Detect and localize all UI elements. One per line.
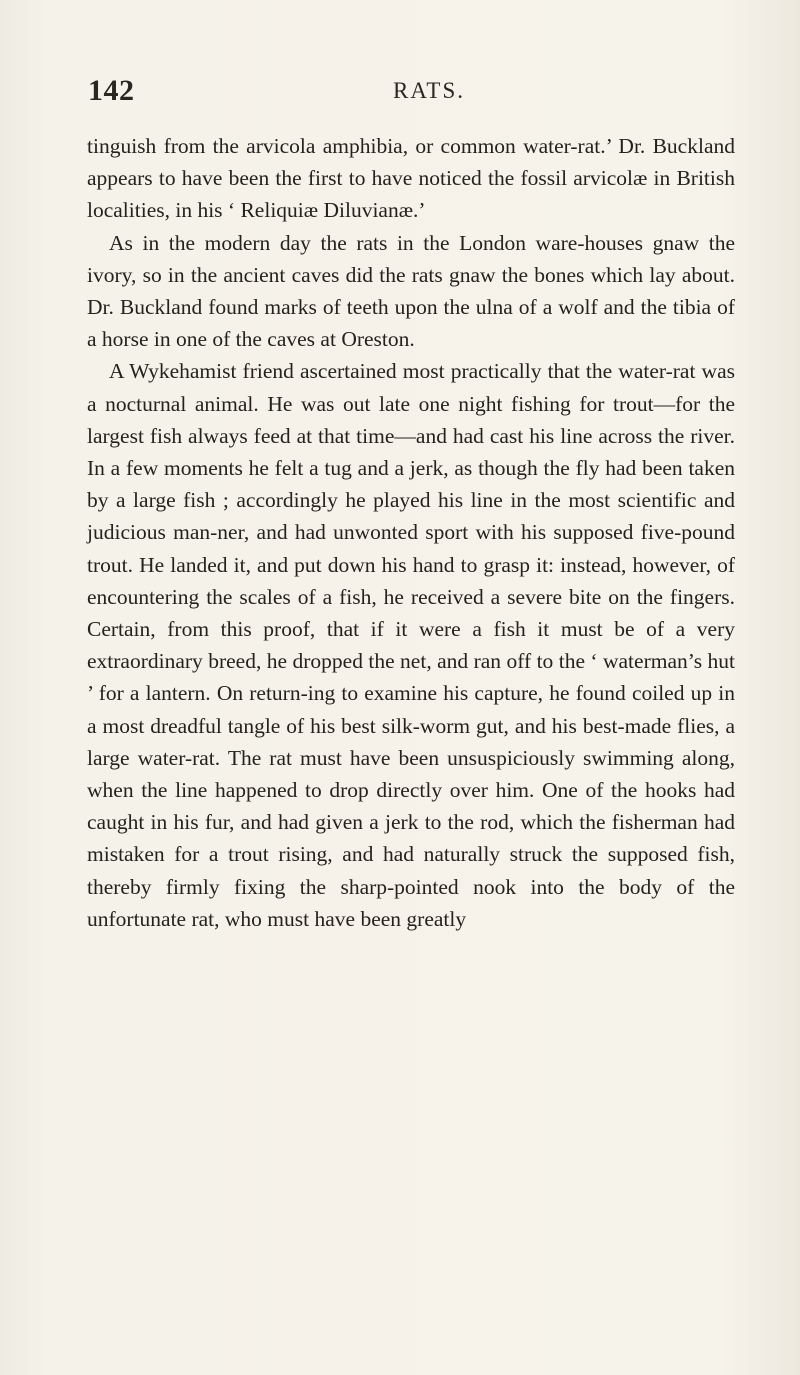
paragraph-continued: tinguish from the arvicola amphibia, or common water-rat.’ Dr. Buckland appears to have been the first to have noticed the fossil arvicolæ in British localities, in his ‘ Reliquiæ Diluvianæ.’ <box>87 134 735 223</box>
paragraph: A Wykehamist friend ascertained most practically that the water-rat was a nocturnal animal. He was out late one night fishing for trout—for the largest fish always feed at that time—and had cast his line across the river. In a few moments he felt a tug and a jerk, as though the fly had been taken by a large fish ; accordingly he played his line in the most scientific and judicious man-ner, and had unwonted sport with his supposed five-pound trout. He landed it, and put down his hand to grasp it: instead, however, of encountering the scales of a fish, he received a severe bite on the fingers. Certain, from this proof, that if it were a fish it must be of a very extraordinary breed, he dropped the net, and ran off to the ‘ waterman’s hut ’ for a lantern. On return-ing to examine his capture, he found coiled up in a most dreadful tangle of his best silk-worm gut, and his best-made flies, a large water-rat. The rat must have been unsuspiciously swimming along, when the line happened to drop directly over him. One of the hooks had caught in his fur, and had given a jerk to the rod, which the fisherman had mistaken for a trout rising, and had naturally struck the supposed fish, thereby firmly fixing the sharp-pointed nook into the body of the unfortunate rat, who must have been greatly <box>87 359 735 931</box>
paragraph: As in the modern day the rats in the London ware-houses gnaw the ivory, so in the ancient caves did the rats gnaw the bones which lay about. Dr. Buckland found marks of teeth upon the ulna of a wolf and the tibia of a horse in one of the caves at Oreston. <box>87 230 735 352</box>
page-number: 142 <box>88 74 135 107</box>
page-header <box>88 74 728 114</box>
body-text <box>87 130 735 935</box>
running-title: RATS. <box>393 78 465 103</box>
